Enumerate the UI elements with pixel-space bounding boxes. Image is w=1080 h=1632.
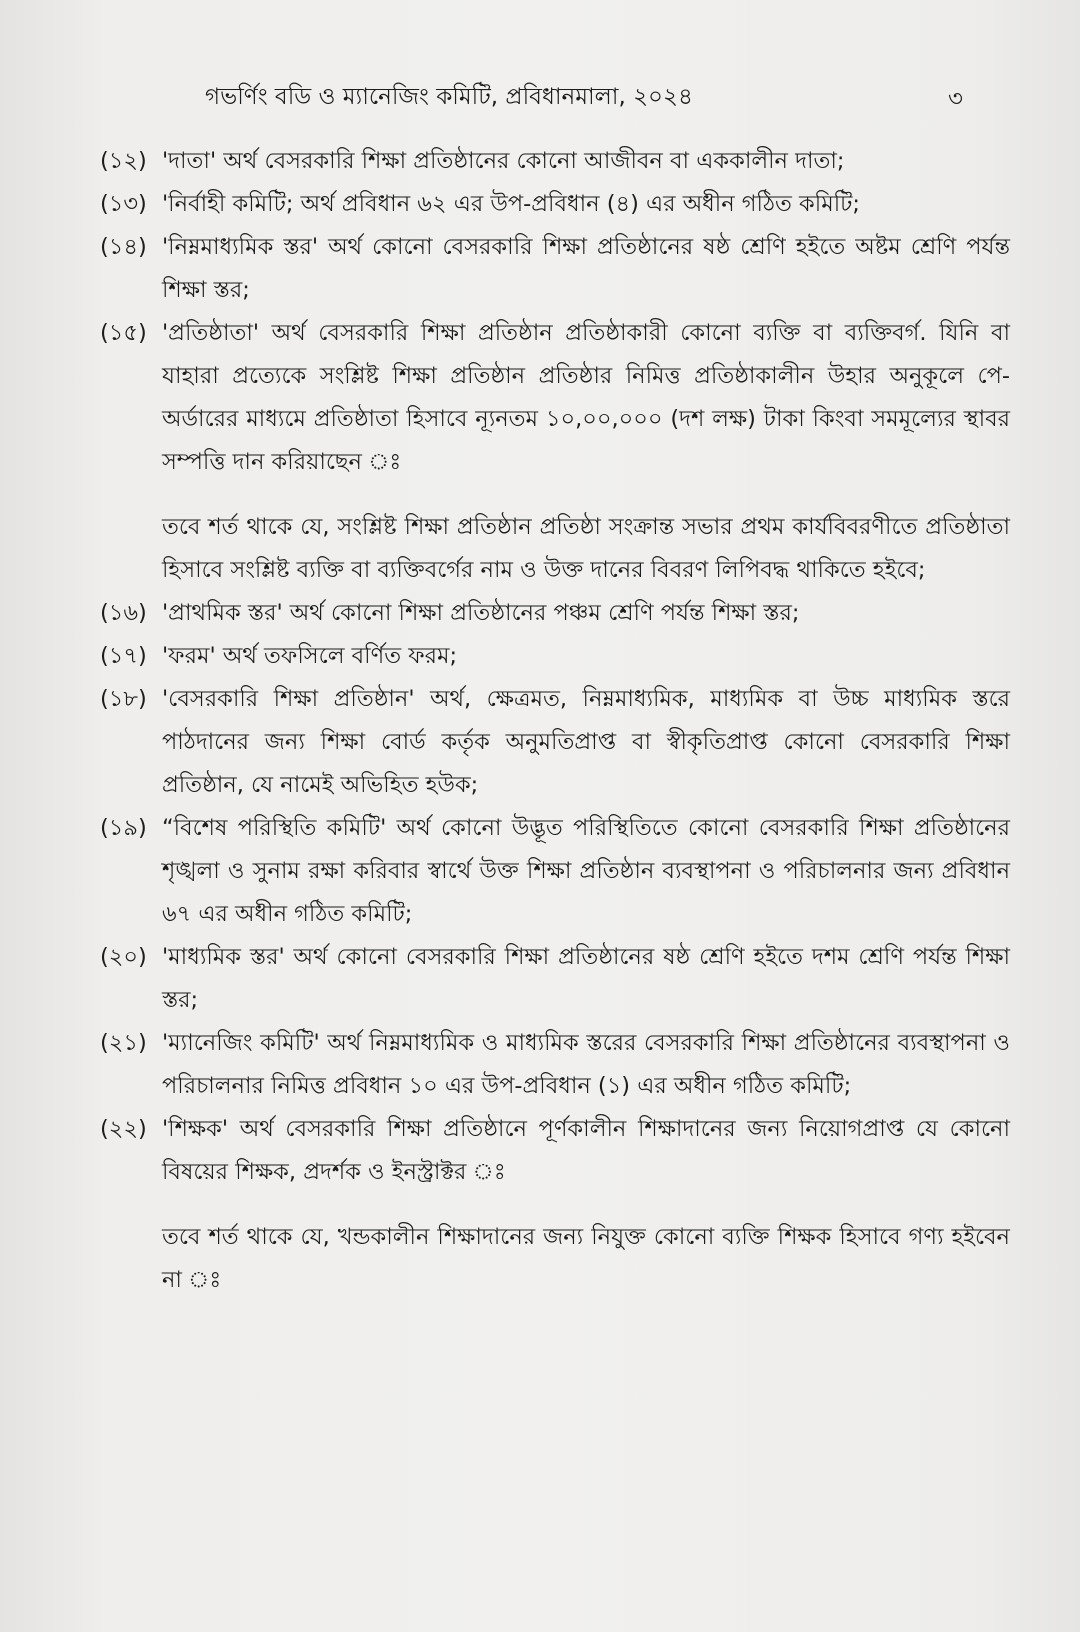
definitions-list xyxy=(100,140,1010,1302)
proviso-paragraph: তবে শর্ত থাকে যে, খন্ডকালীন শিক্ষাদানের জন্য নিযুক্ত কোনো ব্যক্তি শিক্ষক হিসাবে গণ্য হইবেন না ঃ xyxy=(162,1224,1010,1293)
item-number: (১৮) xyxy=(100,686,147,712)
item-text xyxy=(162,1108,1010,1302)
definition-item xyxy=(100,635,1010,678)
definition-item xyxy=(100,807,1010,936)
definition-paragraph: 'নির্বাহী কমিটি; অর্থ প্রবিধান ৬২ এর উপ-প্রবিধান (৪) এর অধীন গঠিত কমিটি; xyxy=(162,191,860,217)
item-text xyxy=(162,592,1010,635)
definition-paragraph: 'ম্যানেজিং কমিটি' অর্থ নিম্নমাধ্যমিক ও মাধ্যমিক স্তরের বেসরকারি শিক্ষা প্রতিষ্ঠানের ব্যবস্থাপনা ও পরিচালনার নিমিত্ত প্রবিধান ১০ এর উপ-প্রবিধান (১) এর অধীন গঠিত কমিটি; xyxy=(162,1030,1010,1099)
item-number: (১৭) xyxy=(100,643,147,669)
item-number: (১৬) xyxy=(100,600,147,626)
definition-item xyxy=(100,226,1010,312)
definition-paragraph: 'শিক্ষক' অর্থ বেসরকারি শিক্ষা প্রতিষ্ঠানে পূর্ণকালীন শিক্ষাদানের জন্য নিয়োগপ্রাপ্ত যে কোনো বিষয়ের শিক্ষক, প্রদর্শক ও ইনস্ট্রাক্টর ঃ xyxy=(162,1116,1010,1185)
definition-paragraph: “বিশেষ পরিস্থিতি কমিটি' অর্থ কোনো উদ্ভূত পরিস্থিতিতে কোনো বেসরকারি শিক্ষা প্রতিষ্ঠানের শৃঙ্খলা ও সুনাম রক্ষা করিবার স্বার্থে উক্ত শিক্ষা প্রতিষ্ঠান ব্যবস্থাপনা ও পরিচালনার জন্য প্রবিধান ৬৭ এর অধীন গঠিত কমিটি; xyxy=(162,815,1010,927)
item-number: (২১) xyxy=(100,1030,147,1056)
definition-item xyxy=(100,592,1010,635)
page-number: ৩ xyxy=(948,86,963,112)
item-text xyxy=(162,807,1010,936)
definition-item xyxy=(100,678,1010,807)
definition-paragraph: 'প্রাথমিক স্তর' অর্থ কোনো শিক্ষা প্রতিষ্ঠানের পঞ্চম শ্রেণি পর্যন্ত শিক্ষা স্তর; xyxy=(162,600,800,626)
proviso-paragraph: তবে শর্ত থাকে যে, সংশ্লিষ্ট শিক্ষা প্রতিষ্ঠান প্রতিষ্ঠা সংক্রান্ত সভার প্রথম কার্যবিবরণীতে প্রতিষ্ঠাতা হিসাবে সংশ্লিষ্ট ব্যক্তি বা ব্যক্তিবর্গের নাম ও উক্ত দানের বিবরণ লিপিবদ্ধ থাকিতে হইবে; xyxy=(162,514,1010,583)
item-text xyxy=(162,1022,1010,1108)
item-text xyxy=(162,635,1010,678)
definition-paragraph: 'নিম্নমাধ্যমিক স্তর' অর্থ কোনো বেসরকারি শিক্ষা প্রতিষ্ঠানের ষষ্ঠ শ্রেণি হইতে অষ্টম শ্রেণি পর্যন্ত শিক্ষা স্তর; xyxy=(162,234,1010,303)
item-text xyxy=(162,140,1010,183)
definition-item xyxy=(100,312,1010,592)
item-number: (২০) xyxy=(100,944,147,970)
item-number: (১৩) xyxy=(100,191,147,217)
item-text xyxy=(162,678,1010,807)
item-text xyxy=(162,226,1010,312)
definition-item xyxy=(100,936,1010,1022)
item-number: (১২) xyxy=(100,148,147,174)
page-header-title: গভর্ণিং বডি ও ম্যানেজিং কমিটি, প্রবিধানমালা, ২০২৪ xyxy=(205,84,693,110)
item-text xyxy=(162,312,1010,592)
item-text xyxy=(162,183,1010,226)
definition-paragraph: 'দাতা' অর্থ বেসরকারি শিক্ষা প্রতিষ্ঠানের কোনো আজীবন বা এককালীন দাতা; xyxy=(162,148,845,174)
item-number: (১৯) xyxy=(100,815,147,841)
definition-item xyxy=(100,140,1010,183)
definition-item xyxy=(100,183,1010,226)
definition-paragraph: 'মাধ্যমিক স্তর' অর্থ কোনো বেসরকারি শিক্ষা প্রতিষ্ঠানের ষষ্ঠ শ্রেণি হইতে দশম শ্রেণি পর্যন্ত শিক্ষা স্তর; xyxy=(162,944,1010,1013)
definition-paragraph: 'ফরম' অর্থ তফসিলে বর্ণিত ফরম; xyxy=(162,643,458,669)
item-number: (১৫) xyxy=(100,320,147,346)
definition-paragraph: 'প্রতিষ্ঠাতা' অর্থ বেসরকারি শিক্ষা প্রতিষ্ঠান প্রতিষ্ঠাকারী কোনো ব্যক্তি বা ব্যক্তিবর্গ. যিনি বা যাহারা প্রত্যেকে সংশ্লিষ্ট শিক্ষা প্রতিষ্ঠান প্রতিষ্ঠার নিমিত্ত প্রতিষ্ঠাকালীন উহার অনুকূলে পে-অর্ডারের মাধ্যমে প্রতিষ্ঠাতা হিসাবে ন্যূনতম ১০,০০,০০০ (দশ লক্ষ) টাকা কিংবা সমমূল্যের স্থাবর সম্পত্তি দান করিয়াছেন ঃ xyxy=(162,320,1010,475)
item-number: (২২) xyxy=(100,1116,147,1142)
item-text xyxy=(162,936,1010,1022)
definition-item xyxy=(100,1022,1010,1108)
definition-paragraph: 'বেসরকারি শিক্ষা প্রতিষ্ঠান' অর্থ, ক্ষেত্রমত, নিম্নমাধ্যমিক, মাধ্যমিক বা উচ্চ মাধ্যমিক স্তরে পাঠদানের জন্য শিক্ষা বোর্ড কর্তৃক অনুমতিপ্রাপ্ত বা স্বীকৃতিপ্রাপ্ত কোনো বেসরকারি শিক্ষা প্রতিষ্ঠান, যে নামেই অভিহিত হউক; xyxy=(162,686,1010,798)
definition-item xyxy=(100,1108,1010,1302)
item-number: (১৪) xyxy=(100,234,147,260)
